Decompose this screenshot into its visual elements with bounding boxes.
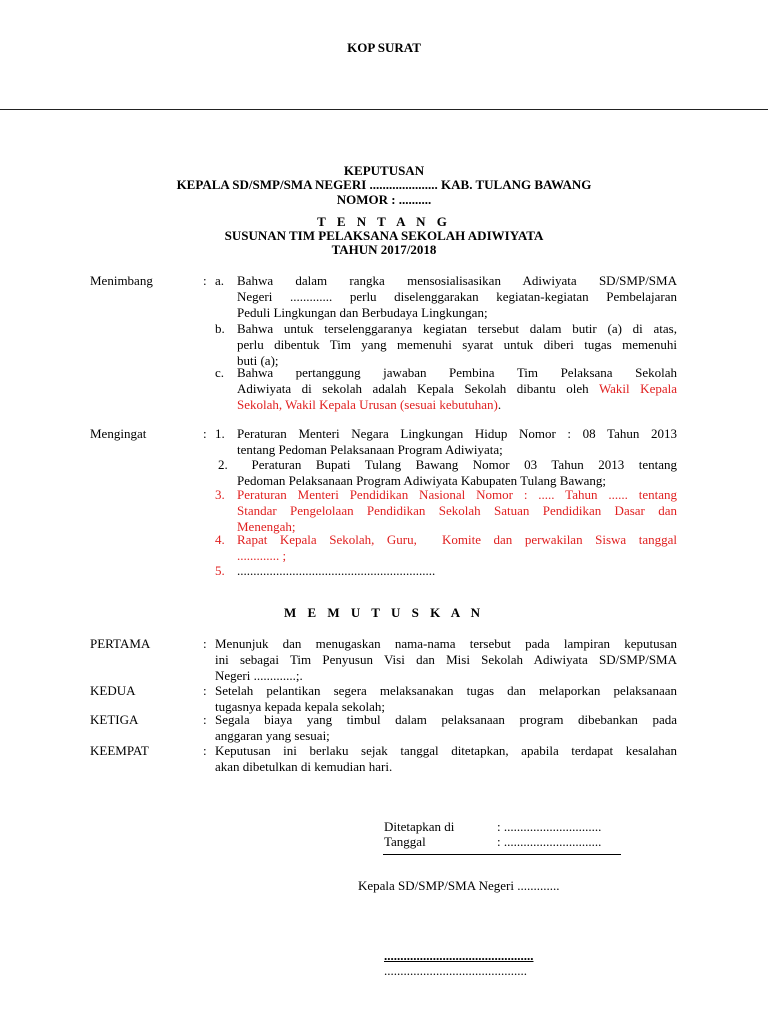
mengingat-2-line2: Pedoman Pelaksanaan Program Adiwiyata Kabupaten Tulang Bawang; bbox=[237, 473, 606, 488]
decision-text-ketiga bbox=[215, 712, 677, 744]
tanggal-value: : .............................. bbox=[497, 834, 602, 849]
keempat-line1: Keputusan ini berlaku sejak tanggal ditetapkan, apabila terdapat kesalahan bbox=[215, 743, 677, 758]
mengingat-3-line3: Menengah; bbox=[237, 519, 296, 534]
memutuskan-heading: M E M U T U S K A N bbox=[283, 605, 485, 620]
pertama-line3: Negeri .............;. bbox=[215, 668, 303, 683]
signatory-nip: ............................................ bbox=[384, 963, 527, 978]
menimbang-item-b bbox=[237, 321, 677, 369]
decree-number: NOMOR : .......... bbox=[336, 192, 432, 207]
decision-text-pertama bbox=[215, 636, 677, 684]
menimbang-c-line1: Bahwa pertanggung jawaban Pembina Tim Pelaksana Sekolah bbox=[237, 365, 677, 380]
mengingat-mark-3: 3. bbox=[215, 487, 225, 502]
signatory-position: Kepala SD/SMP/SMA Negeri ............. bbox=[358, 878, 560, 893]
signature-divider bbox=[383, 854, 621, 855]
menimbang-b-line1: Bahwa untuk terselenggaranya kegiatan tersebut dalam butir (a) di atas, bbox=[237, 321, 677, 336]
mengingat-item-4 bbox=[237, 532, 677, 564]
decision-label-keempat: KEEMPAT bbox=[90, 743, 149, 758]
menimbang-label: Menimbang bbox=[90, 273, 153, 288]
menimbang-c-line2 bbox=[237, 381, 677, 397]
ditetapkan-label: Ditetapkan di bbox=[384, 819, 455, 834]
menimbang-c-line2-highlight: Wakil Kepala bbox=[598, 381, 677, 396]
letterhead-placeholder: KOP SURAT bbox=[347, 40, 421, 55]
decision-colon: : bbox=[203, 683, 207, 698]
mengingat-3-line2: Standar Pengelolaan Pendidikan Sekolah Satuan Pendidikan Dasar dan bbox=[237, 503, 677, 518]
mengingat-item-2 bbox=[237, 457, 677, 489]
menimbang-a-line2: Negeri ............. perlu diselenggarakan kegiatan-kegiatan Pembelajaran bbox=[237, 289, 677, 304]
mengingat-3-line1: Peraturan Menteri Pendidikan Nasional Nomor : ..... Tahun ...... tentang bbox=[237, 487, 677, 502]
signatory-name: .............................................. bbox=[384, 948, 534, 963]
keempat-line2: akan dibetulkan di kemudian hari. bbox=[215, 759, 393, 774]
menimbang-mark-a: a. bbox=[215, 273, 225, 288]
decision-colon: : bbox=[203, 636, 207, 651]
menimbang-c-line3-highlight: Sekolah, Wakil Kepala Urusan (sesuai kebutuhan) bbox=[237, 397, 498, 412]
menimbang-mark-c: c. bbox=[215, 365, 225, 380]
menimbang-colon: : bbox=[203, 273, 207, 288]
ketiga-line2: anggaran yang sesuai; bbox=[215, 728, 330, 743]
menimbang-a-line1: Bahwa dalam rangka mensosialisasikan Adiwiyata SD/SMP/SMA bbox=[237, 273, 677, 288]
pertama-line2: ini sebagai Tim Penyusun Visi dan Misi Sekolah Adiwiyata SD/SMP/SMA bbox=[215, 652, 677, 667]
menimbang-b-line3: buti (a); bbox=[237, 353, 279, 368]
decision-label-ketiga: KETIGA bbox=[90, 712, 139, 727]
ditetapkan-value: : .............................. bbox=[497, 819, 602, 834]
decree-title: KEPUTUSAN bbox=[343, 163, 425, 178]
mengingat-item-1 bbox=[237, 426, 677, 458]
menimbang-a-line3: Peduli Lingkungan dan Berbudaya Lingkungan; bbox=[237, 305, 488, 320]
decree-issuer: KEPALA SD/SMP/SMA NEGERI ..................... KAB. TULANG BAWANG bbox=[176, 177, 592, 192]
mengingat-1-line2: tentang Pedoman Pelaksanaan Program Adiwiyata; bbox=[237, 442, 503, 457]
mengingat-colon: : bbox=[203, 426, 207, 441]
kedua-line1: Setelah pelantikan segera melaksanakan tugas dan melaporkan pelaksanaan bbox=[215, 683, 677, 698]
decree-subject: SUSUNAN TIM PELAKSANA SEKOLAH ADIWIYATA bbox=[224, 228, 544, 243]
menimbang-c-line3 bbox=[237, 397, 677, 413]
tanggal-label: Tanggal bbox=[384, 834, 426, 849]
menimbang-c-line2-text: Adiwiyata di sekolah adalah Kepala Sekolah dibantu oleh bbox=[237, 381, 599, 396]
decision-label-pertama: PERTAMA bbox=[90, 636, 151, 651]
mengingat-mark-2: 2. bbox=[218, 457, 228, 472]
mengingat-1-line1: Peraturan Menteri Negara Lingkungan Hidup Nomor : 08 Tahun 2013 bbox=[237, 426, 677, 441]
menimbang-c-line3-end: . bbox=[497, 397, 502, 412]
tentang-heading: T E N T A N G bbox=[317, 214, 451, 229]
ketiga-line1: Segala biaya yang timbul dalam pelaksanaan program dibebankan pada bbox=[215, 712, 677, 727]
menimbang-item-a bbox=[237, 273, 677, 321]
mengingat-mark-1: 1. bbox=[215, 426, 225, 441]
mengingat-5-line1: ............................................................. bbox=[237, 563, 436, 578]
menimbang-mark-b: b. bbox=[215, 321, 225, 336]
mengingat-item-3 bbox=[237, 487, 677, 535]
pertama-line1: Menunjuk dan menugaskan nama-nama tersebut pada lampiran keputusan bbox=[215, 636, 677, 651]
mengingat-mark-4: 4. bbox=[215, 532, 225, 547]
decision-text-kedua bbox=[215, 683, 677, 715]
mengingat-2-line1: Peraturan Bupati Tulang Bawang Nomor 03 Tahun 2013 tentang bbox=[237, 457, 677, 472]
decision-text-keempat bbox=[215, 743, 677, 775]
mengingat-4-line1: Rapat Kepala Sekolah, Guru, Komite dan perwakilan Siswa tanggal bbox=[237, 532, 677, 547]
menimbang-item-c bbox=[237, 365, 677, 413]
header-divider bbox=[0, 109, 768, 110]
decree-year: TAHUN 2017/2018 bbox=[331, 242, 437, 257]
decision-colon: : bbox=[203, 743, 207, 758]
mengingat-label: Mengingat bbox=[90, 426, 147, 441]
decision-label-kedua: KEDUA bbox=[90, 683, 136, 698]
mengingat-mark-5: 5. bbox=[215, 563, 225, 578]
mengingat-4-line2: ............. ; bbox=[237, 548, 287, 563]
decision-colon: : bbox=[203, 712, 207, 727]
mengingat-item-5 bbox=[237, 563, 677, 579]
kedua-line2: tugasnya kepada kepala sekolah; bbox=[215, 699, 386, 714]
menimbang-b-line2: perlu dibentuk Tim yang memenuhi syarat untuk diberi tugas memenuhi bbox=[237, 337, 677, 352]
